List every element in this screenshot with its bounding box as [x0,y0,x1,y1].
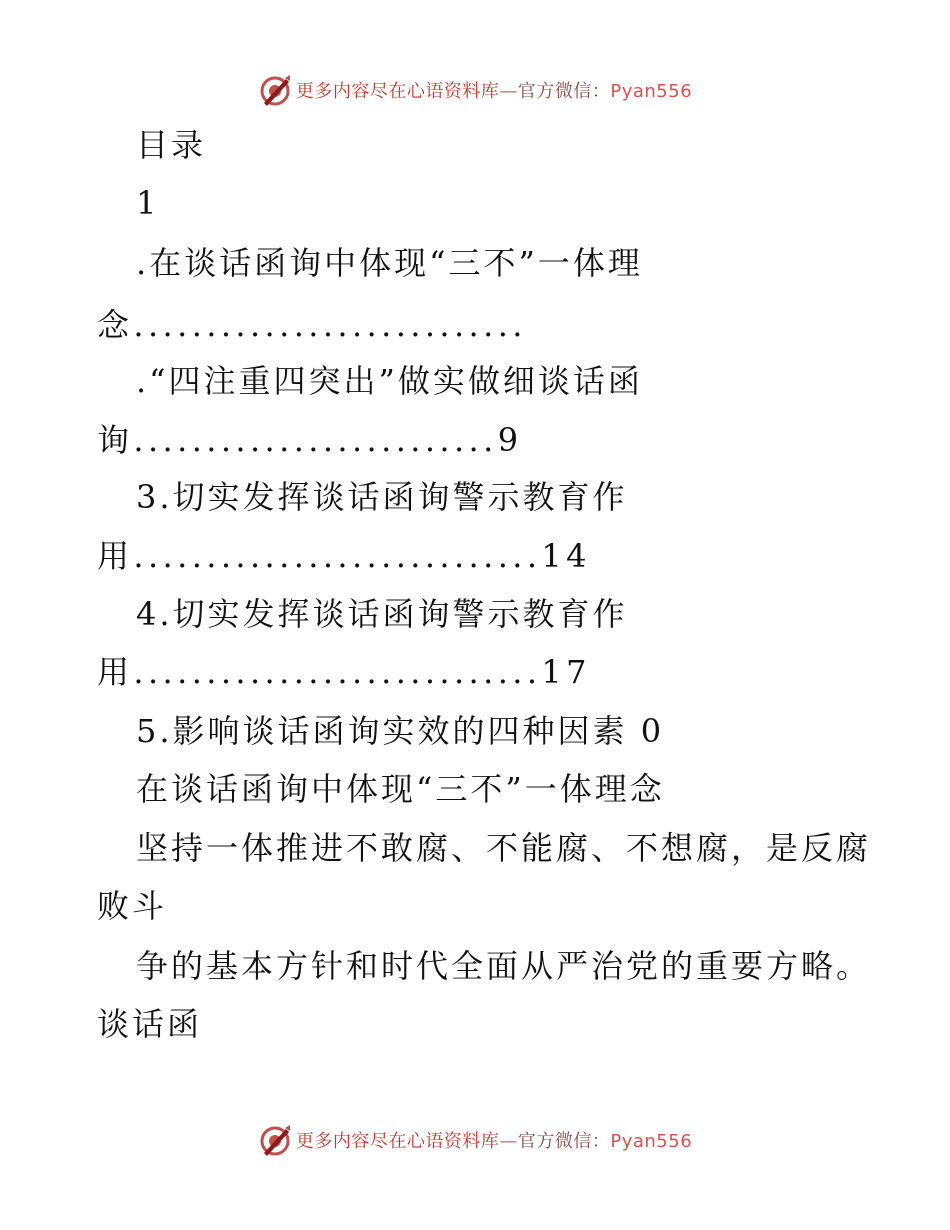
pen-logo-icon [258,1123,292,1157]
toc-item-3-leader: 用............................14 [97,537,591,575]
footer-watermark-banner [0,1120,950,1160]
banner-wechat-id: Pyan556 [610,1131,693,1152]
banner-wechat-id: Pyan556 [610,81,693,102]
banner-official-label: 官方微信： [517,1131,611,1152]
paragraph-2-line-1: 争的基本方针和时代全面从严治党的重要方略。 [136,947,872,985]
banner-brand: 更多内容尽在心语资料库 [295,1131,500,1152]
toc-item-4-title: 4.切实发挥谈话函询警示教育作 [136,595,628,633]
banner-separator: — [499,1131,518,1152]
paragraph-1-line-1: 坚持一体推进不敢腐、不能腐、不想腐，是反腐 [136,829,872,867]
section-title: 在谈话函询中体现“三不”一体理念 [136,770,665,808]
toc-item-1-title: .在谈话函询中体现“三不”一体理 [136,244,643,282]
banner-text [296,1127,692,1153]
toc-number-1: 1 [136,184,160,222]
toc-item-1-leader: 念........................... [97,306,527,344]
banner-brand: 更多内容尽在心语资料库 [295,81,500,102]
toc-item-4-leader: 用............................17 [97,653,591,691]
banner-separator: — [499,81,518,102]
paragraph-1-line-2: 败斗 [97,887,168,925]
toc-heading: 目录 [136,126,207,164]
banner-official-label: 官方微信： [517,81,611,102]
toc-item-2-title: .“四注重四突出”做实做细谈话函 [136,362,643,400]
paragraph-2-line-2: 谈话函 [97,1005,203,1043]
toc-item-2-leader: 询.........................9 [97,421,523,459]
toc-item-5: 5.影响谈话函询实效的四种因素 0 [136,712,665,750]
toc-item-3-title: 3.切实发挥谈话函询警示教育作 [136,478,628,516]
